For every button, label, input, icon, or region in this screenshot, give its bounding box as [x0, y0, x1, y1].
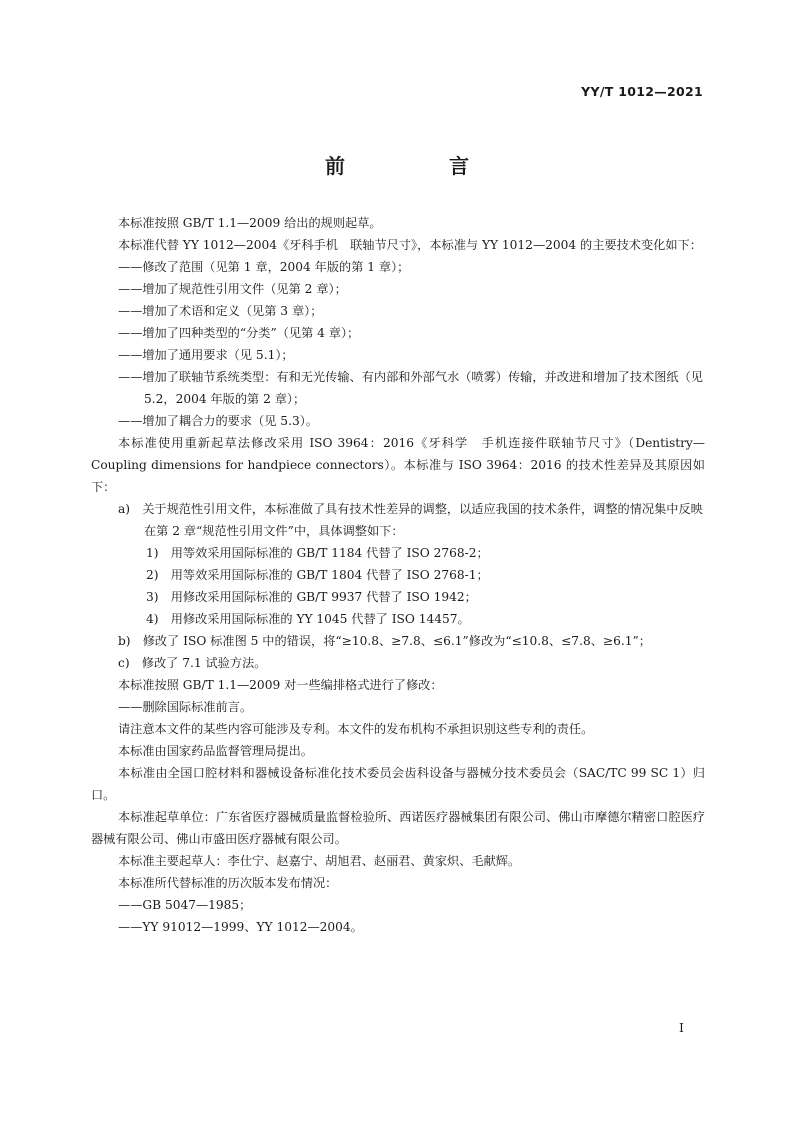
foreword-body: [91, 212, 705, 938]
paragraph-history-intro: 本标准所代替标准的历次版本发布情况：: [118, 876, 338, 890]
paragraph-patent-notice: 请注意本文件的某些内容可能涉及专利。本文件的发布机构不承担识别这些专利的责任。: [118, 722, 594, 736]
sub-item: 3) 用修改采用国际标准的 GB/T 9937 代替了 ISO 1942；: [146, 590, 477, 604]
history-item: ——GB 5047—1985；: [118, 898, 252, 912]
paragraph-drafters: 本标准主要起草人：李仕宁、赵嘉宁、胡旭君、赵丽君、黄家炽、毛献辉。: [118, 854, 521, 868]
document-code: YY/T 1012—2021: [581, 84, 703, 99]
change-item: ——增加了术语和定义（见第 3 章）；: [118, 304, 323, 318]
paragraph-drafting-rules: 本标准按照 GB/T 1.1—2009 给出的规则起草。: [118, 216, 382, 230]
paragraph-proposer: 本标准由国家药品监督管理局提出。: [118, 744, 313, 758]
history-item: ——YY 91012—1999、YY 1012—2004。: [118, 920, 363, 934]
paragraph-drafting-units: 本标准起草单位：广东省医疗器械质量监督检验所、西诺医疗器械集团有限公司、佛山市摩德尔精密口腔医疗器械有限公司、佛山市盛田医疗器械有限公司。: [91, 810, 705, 846]
sub-item: 4) 用修改采用国际标准的 YY 1045 代替了 ISO 14457。: [146, 612, 470, 626]
sub-item: 2) 用等效采用国际标准的 GB/T 1804 代替了 ISO 2768-1；: [146, 568, 489, 582]
change-item: ——增加了联轴节系统类型：有和无光传输、有内部和外部气水（喷雾）传输，并改进和增加了技术图纸（见 5.2，2004 年版的第 2 章）；: [118, 370, 703, 406]
list-item-b: b) 修改了 ISO 标准图 5 中的错误，将“≥10.8、≥7.8、≤6.1”修改为“≤10.8、≤7.8、≥6.1”；: [118, 634, 651, 648]
list-item-a: a) 关于规范性引用文件，本标准做了具有技术性差异的调整，以适应我国的技术条件，调整的情况集中反映在第 2 章“规范性引用文件”中，具体调整如下：: [118, 502, 703, 538]
paragraph-replacement: 本标准代替 YY 1012—2004《牙科手机 联轴节尺寸》，本标准与 YY 1012—2004 的主要技术变化如下：: [118, 238, 702, 252]
change-item: ——增加了四种类型的“分类”（见第 4 章）；: [118, 326, 360, 340]
change-item: ——修改了范围（见第 1 章，2004 年版的第 1 章）；: [118, 260, 410, 274]
list-item-c: c) 修改了 7.1 试验方法。: [118, 656, 267, 670]
change-item: ——增加了规范性引用文件（见第 2 章）；: [118, 282, 347, 296]
sub-item: 1) 用等效采用国际标准的 GB/T 1184 代替了 ISO 2768-2；: [146, 546, 489, 560]
paragraph-iso-adoption: 本标准使用重新起草法修改采用 ISO 3964：2016《牙科学 手机连接件联轴节尺寸》（Dentistry—Coupling dimensions for handpiece connectors）。本标准与 ISO 3964：2016 的技术性差异及其原因如下：: [91, 436, 705, 494]
paragraph-committee: 本标准由全国口腔材料和器械设备标准化技术委员会齿科设备与器械分技术委员会（SAC/TC 99 SC 1）归口。: [91, 766, 705, 802]
page-title: 前 言: [325, 154, 511, 178]
change-item: ——增加了耦合力的要求（见 5.3）。: [118, 414, 318, 428]
paragraph-format-changes: 本标准按照 GB/T 1.1—2009 对一些编排格式进行了修改：: [118, 678, 443, 692]
page-number: I: [679, 1020, 684, 1035]
change-item: ——增加了通用要求（见 5.1）；: [118, 348, 294, 362]
format-change-item: ——删除国际标准前言。: [118, 700, 253, 714]
